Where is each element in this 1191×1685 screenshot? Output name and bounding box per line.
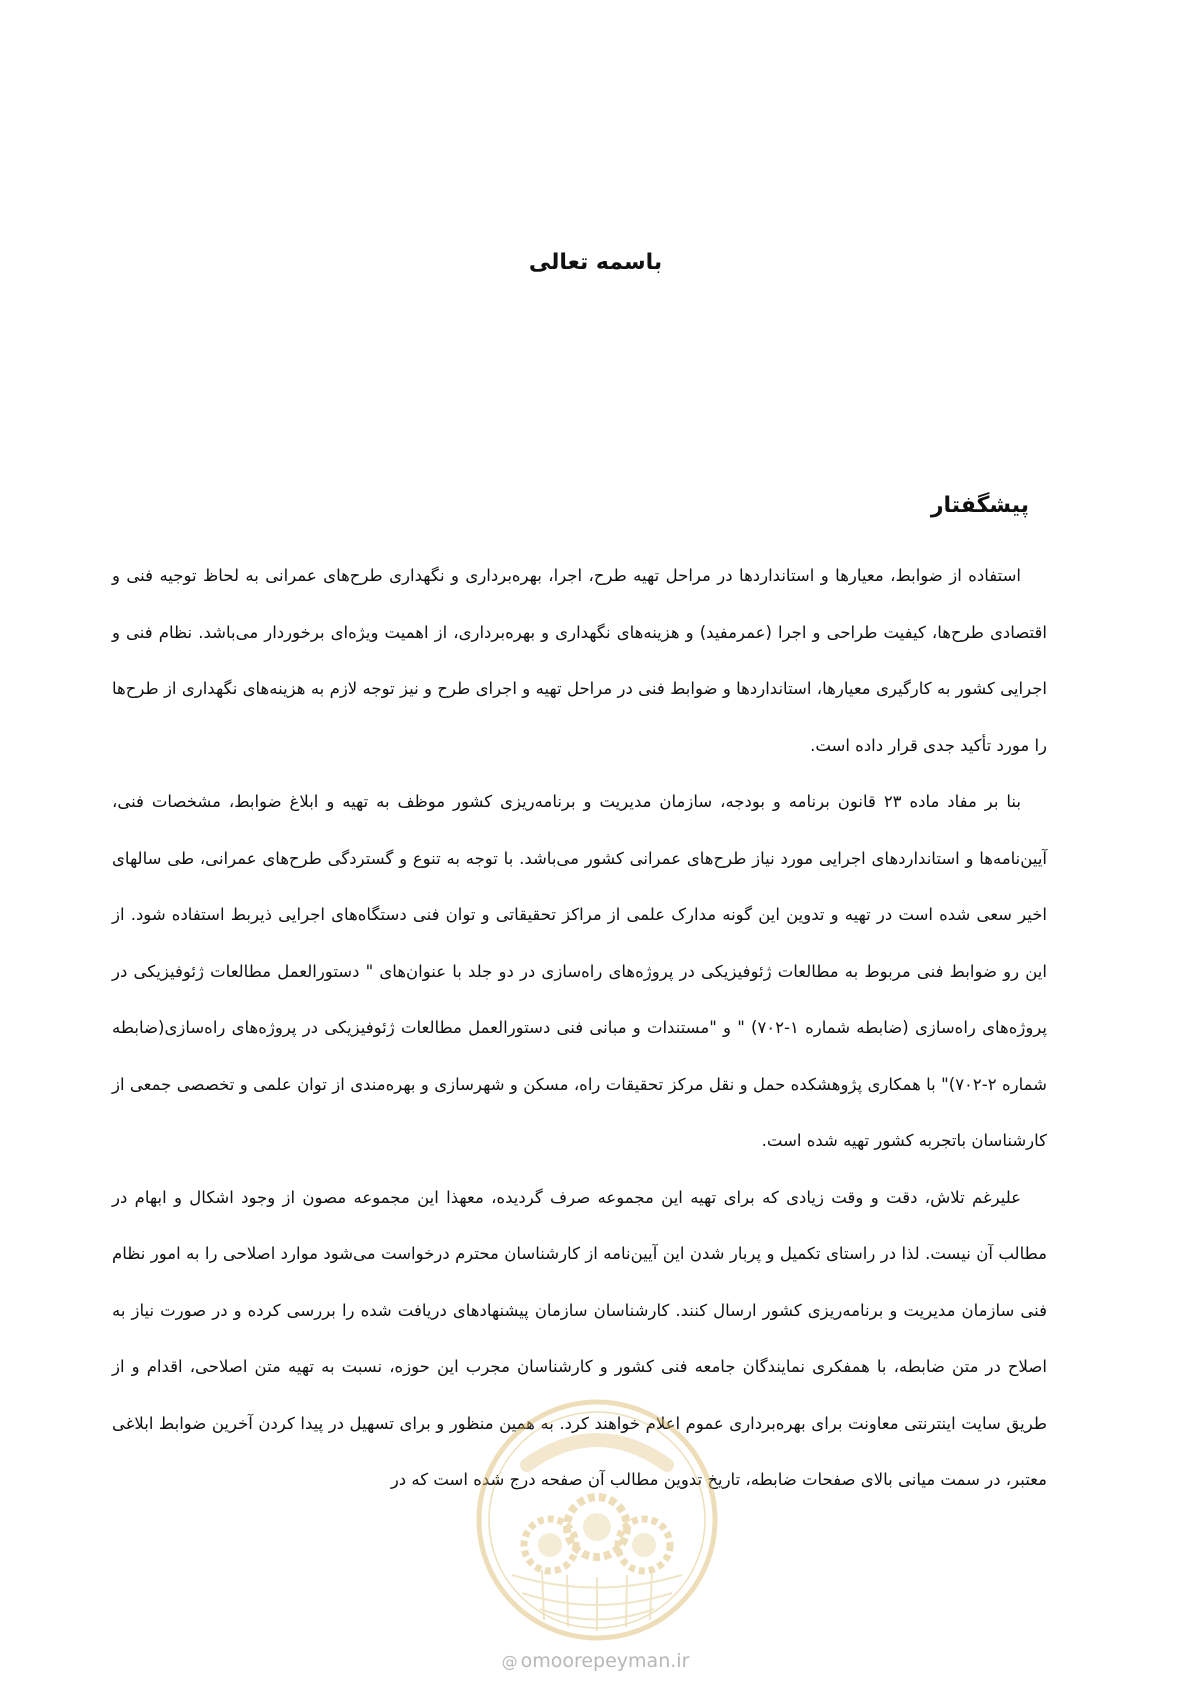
body-text xyxy=(112,548,1047,1509)
omoorepeyman-seal-icon xyxy=(472,1395,722,1645)
watermark-site-label: omoorepeyman.ir xyxy=(520,1650,690,1672)
paragraph-2: بنا بر مفاد ماده ۲۳ قانون برنامه و بودجه، سازمان مدیریت و برنامه‌ریزی کشور موظف به تهیه و ابلاغ ضوابط، مشخصات فنی، آیین‌نامه‌ها و استانداردهای اجرایی مورد نیاز طرح‌های عمرانی کشور می‌باشد. با توجه به تنوع و گستردگی طرح‌های عمرانی، طی سالهای اخیر سعی شده است در تهیه و تدوین این گونه مدارک علمی از مراکز تحقیقاتی و توان فنی دستگاه‌های اجرایی ذیربط استفاده شود. از این رو ضوابط فنی مربوط به مطالعات ژئوفیزیکی در پروژه‌های راه‌سازی در دو جلد با عنوان‌های " دستورالعمل مطالعات ژئوفیزیکی در پروژه‌های راه‌سازی (ضابطه شماره ۱-۷۰۲) " و "مستندات و مبانی فنی دستورالعمل مطالعات ژئوفیزیکی در پروژه‌های راه‌سازی(ضابطه شماره ۲-۷۰۲)" با همکاری پژوهشکده حمل و نقل مرکز تحقیقات راه، مسکن و شهرسازی و بهره‌مندی از توان علمی و تخصصی جمعی از کارشناسان باتجربه کشور تهیه شده است. xyxy=(112,792,1048,1150)
watermark-site xyxy=(0,1650,1191,1672)
at-icon: @ xyxy=(501,1652,518,1671)
page-heading: باسمه تعالی xyxy=(528,250,663,275)
paragraph-3: علیرغم تلاش، دقت و وقت زیادی که برای تهیه این مجموعه صرف گردیده، معهذا این مجموعه مصون از وجود اشکال و ابهام در مطالب آن نیست. لذا در راستای تکمیل و پربار شدن این آیین‌نامه از کارشناسان محترم درخواست می‌شود موارد اصلاحی را به امور نظام فنی سازمان مدیریت و برنامه‌ریزی کشور ارسال کنند. کارشناسان سازمان پیشنهادهای دریافت شده را بررسی کرده و در صورت نیاز به اصلاح در متن ضابطه، با همفکری نمایندگان جامعه فنی کشور و کارشناسان مجرب این حوزه، نسبت به تهیه متن اصلاحی، اقدام و از طریق سایت اینترنتی معاونت برای بهره‌برداری عموم اعلام خواهند کرد. به همین منظور و برای تسهیل در پیدا کردن آخرین ضوابط ابلاغی معتبر، در سمت میانی بالای صفحات ضابطه، تاریخ تدوین مطالب آن صفحه درج شده است که در xyxy=(112,1187,1047,1489)
paragraph-1: استفاده از ضوابط، معیارها و استانداردها در مراحل تهیه طرح، اجرا، بهره‌برداری و نگهداری طرح‌های عمرانی به لحاظ توجیه فنی و اقتصادی طرح‌ها، کیفیت طراحی و اجرا (عمرمفید) و هزینه‌های نگهداری و بهره‌برداری، از اهمیت ویژه‌ای برخوردار می‌باشد. نظام فنی و اجرایی کشور به کارگیری معیارها، استانداردها و ضوابط فنی در مراحل تهیه و اجرای طرح و نیز توجه لازم به هزینه‌های نگهداری از طرح‌ها را مورد تأکید جدی قرار داده است. xyxy=(112,566,1047,755)
section-title: پیشگفتار xyxy=(930,493,1029,518)
